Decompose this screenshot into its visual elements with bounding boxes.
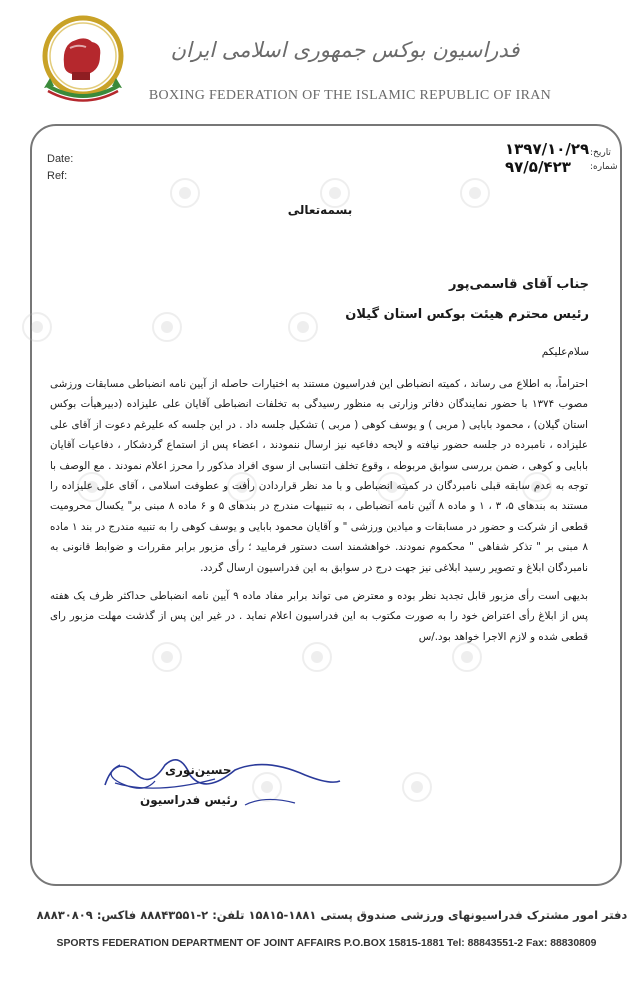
watermark-emblem-icon xyxy=(150,310,184,344)
watermark-emblem-icon xyxy=(458,176,492,210)
letter-body xyxy=(50,374,588,655)
paragraph-2: بدیهی است رأی مزبور قابل تجدید نظر بوده و معترض می تواند برابر مفاد ماده ۹ آیین نامه انضباطی حداکثر ظرف یک هفته پس از ابلاغ رأی اعتراض خود را به صورت مکتوب به این فدراسیون اعلام نماید . در غیر این پس از گذشت مهلت مزبور رای قطعی شده و لازم الاجرا خواهد بود./س xyxy=(50,590,588,643)
signature-scribble-icon xyxy=(95,745,345,820)
letterhead xyxy=(0,0,639,118)
greeting: سلام‌علیکم xyxy=(541,346,589,358)
date-value: ۱۳۹۷/۱۰/۲۹ xyxy=(505,140,590,158)
signatory-title: رئیس فدراسیون xyxy=(140,793,238,807)
recipient-title: رئیس محترم هیئت بوکس استان گیلان xyxy=(345,307,589,322)
footer-address-fa: دفتر امور مشترک فدراسیونهای ورزشی صندوق پستی ۱۸۸۱-۱۵۸۱۵ تلفن: ۲-۸۸۸۴۳۵۵۱ فاکس: ۸۸۸۳۰۸۰۹ xyxy=(36,908,628,922)
watermark-emblem-icon xyxy=(168,176,202,210)
recipient-block xyxy=(345,270,589,330)
ref-label: Ref: xyxy=(47,170,68,182)
watermark-emblem-icon xyxy=(400,770,434,804)
watermark-emblem-icon xyxy=(20,310,54,344)
federation-name-en: BOXING FEDERATION OF THE ISLAMIC REPUBLIC OF IRAN xyxy=(148,88,552,103)
recipient-name: جناب آقای قاسمی‌پور xyxy=(449,277,589,292)
federation-name-fa: فدراسیون بوکس جمهوری اسلامی ایران xyxy=(170,38,520,62)
reference-number: ۹۷/۵/۴۲۳ xyxy=(505,158,571,176)
watermark-emblem-icon xyxy=(286,310,320,344)
signatory-name: حسین‌نوری xyxy=(165,763,232,777)
date-label-fa: تاریخ: xyxy=(590,148,611,158)
number-label-fa: شماره: xyxy=(590,162,618,172)
basmala-heading: بسمه‌تعالی xyxy=(287,203,353,217)
footer-address-en: SPORTS FEDERATION DEPARTMENT OF JOINT AFFAIRS P.O.BOX 15815-1881 Tel: 88843551-2 Fax: 88830809 xyxy=(56,938,597,949)
paragraph-1: احتراماً، به اطلاع می رساند ، کمیته انضباطی این فدراسیون مستند به اختیارات حاصله از آیین نامه انضباطی مسابقات ورزشی مصوب ۱۳۷۴ با حضور نمایندگان دفاتر وزارتی به منظور رسیدگی به تخلفات انضباطی آقایان علی علیزاده (دبیرهیأت بوکس استان گیلان) ، محمود بابایی ( مربی ) و یوسف کوهی ( مربی ) تشکیل جلسه داد . در این جلسه که علیرغم دعوت از آقای علی علیزاده ، نامبرده در جلسه حضور نیافته و لایحه دفاعیه نیز ارسال ننمودند ، اعضاء پس از استماع گردشکار ، دفاعیات آقایان بابایی و کوهی ، ضمن بررسی سوابق مربوطه ، وقوع تخلف انتسابی از سوی افراد مذکور را محرز اعلام نمودند . مع الوصف با توجه به عدم سابقه قبلی نامبردگان در کمیته انضباطی و با مد نظر قراردادن رأفت و عطوفت اسلامی ، آقای علی علیزاده را مستند به بندهای ۵، ۳ ، ۱ و ماده ۸ آئین نامه انضباطی ، به تنبیهات مندرج در بندهای ۵ و ۶ ماده ۸ مبنی بر" یکسال محرومیت قطعی از شرکت و حضور در مسابقات و میادین ورزشی " و آقایان محمود بابایی و یوسف کوهی را به تنبیه مندرج در بند ۱ ماده ۸ مبنی بر " تذکر شفاهی " محکموم نمودند. خواهشمند است دستور فرمایید ؛ رأی مزبور برابر مقررات و ضوابط قانونی به نامبردگان ابلاغ و تصویر رسید ابلاغی نیز جهت درج در سوابق به این فدراسیون ارسال گردد. xyxy=(50,378,589,574)
date-label: Date: xyxy=(47,153,74,165)
federation-logo-icon xyxy=(42,14,124,114)
